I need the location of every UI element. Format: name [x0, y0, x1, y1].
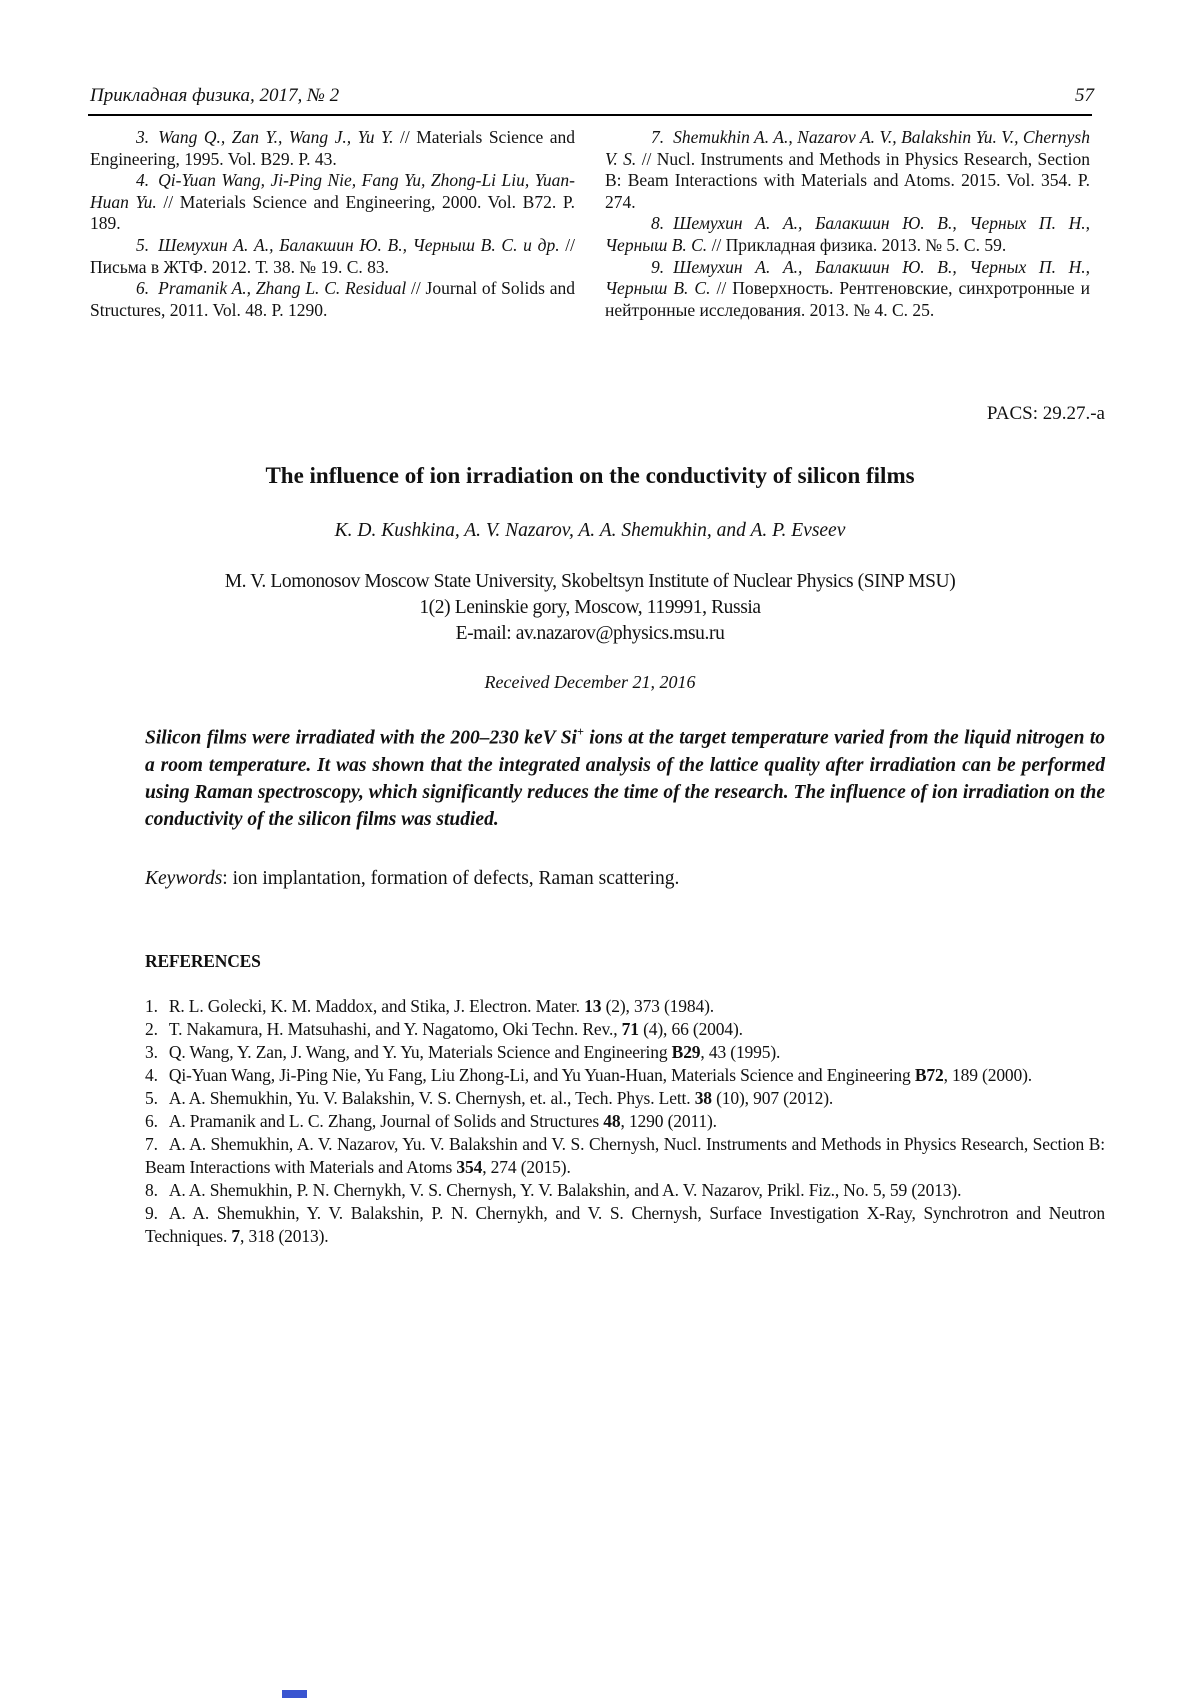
reference-text-tail: (10), 907 (2012). [711, 1087, 834, 1108]
pacs-code: PACS: 29.27.-a [986, 403, 1105, 425]
reference-list-item-1 [145, 995, 1105, 1018]
reference-source: // Прикладная физика. 2013. № 5. С. 59. [711, 234, 1007, 255]
top-references-right-column [605, 127, 1090, 321]
reference-volume: 354 [456, 1156, 483, 1177]
reference-item-5 [90, 235, 575, 278]
reference-list-item-9 [145, 1202, 1105, 1248]
abstract-part-1: Silicon films were irradiated with the 200–230 keV Si [145, 727, 577, 749]
reference-list-item-7 [145, 1133, 1105, 1179]
reference-number: 2. [145, 1018, 158, 1039]
reference-number: 7. [651, 127, 665, 147]
reference-authors: Шемухин А. А., Балакшин Ю. В., Черных П. Н., Черныш В. С. [605, 256, 1090, 299]
reference-item-4 [90, 170, 575, 235]
reference-text-tail: , 189 (2000). [943, 1064, 1033, 1085]
reference-number: 5. [145, 1087, 158, 1108]
abstract-part-2: ions at the target temperature varied from the liquid nitrogen to a room temperature. It was shown that the integrated analysis of the lattice quality after irradiation can be performed using Raman spectroscopy, which significantly reduces the time of the research. The influence of ion irradiation on the conductivity of the silicon films was studied. [145, 727, 1105, 830]
reference-number: 9. [145, 1202, 158, 1223]
reference-authors: Qi-Yuan Wang, Ji-Ping Nie, Fang Yu, Zhong-Li Liu, Yuan-Huan Yu. [90, 170, 575, 212]
reference-number: 8. [651, 213, 665, 234]
reference-number: 8. [145, 1179, 158, 1200]
reference-number: 6. [145, 1110, 158, 1131]
reference-authors: Шемухин А. А., Балакшин Ю. В., Черныш В. С. и др. [158, 234, 560, 255]
reference-list-item-6 [145, 1110, 1105, 1133]
page-number: 57 [1075, 85, 1094, 106]
reference-item-6 [90, 278, 575, 321]
reference-authors: Shemukhin A. A., Nazarov A. V., Balakshin Yu. V., Chernysh V. S. [605, 127, 1090, 169]
reference-text-tail: , 318 (2013). [240, 1225, 329, 1246]
reference-volume: 48 [603, 1110, 621, 1131]
reference-number: 3. [136, 127, 150, 147]
reference-item-7 [605, 127, 1090, 213]
references-heading: REFERENCES [145, 950, 261, 971]
reference-list-item-5 [145, 1087, 1105, 1110]
reference-number: 3. [145, 1041, 158, 1062]
article-authors: K. D. Kushkina, A. V. Nazarov, A. A. Shemukhin, and A. P. Evseev [334, 520, 846, 542]
abstract-text [145, 719, 1105, 833]
reference-text: R. L. Golecki, K. M. Maddox, and Stika, J. Electron. Mater. [168, 995, 585, 1016]
reference-source: // Поверхность. Рентгеновские, синхротронные и нейтронные исследования. 2013. № 4. С. 25. [605, 278, 1091, 320]
reference-text: A. A. Shemukhin, P. N. Chernykh, V. S. Chernysh, Y. V. Balakshin, and A. V. Nazarov, Prikl. Fiz., No. 5, 59 (2013). [168, 1179, 962, 1200]
reference-list-item-3 [145, 1041, 1105, 1064]
reference-volume: 7 [231, 1225, 241, 1246]
top-references [90, 127, 1090, 321]
reference-volume: B29 [671, 1041, 701, 1062]
reference-item-9 [605, 257, 1090, 322]
reference-list-item-2 [145, 1018, 1105, 1041]
reference-source: // Materials Science and Engineering, 2000. Vol. B72. P. 189. [90, 191, 576, 234]
reference-list-item-8 [145, 1179, 1105, 1202]
reference-text: Q. Wang, Y. Zan, J. Wang, and Y. Yu, Materials Science and Engineering [168, 1041, 672, 1062]
reference-text-tail: , 1290 (2011). [620, 1110, 717, 1131]
reference-source: // Nucl. Instruments and Methods in Physics Research, Section B: Beam Interactions with Materials and Atoms. 2015. Vol. 354. P. 274. [605, 148, 1091, 212]
scan-artifact-mark [282, 1690, 307, 1698]
reference-text: A. A. Shemukhin, Y. V. Balakshin, P. N. Chernykh, and V. S. Chernysh, Surface Investigation X-Ray, Synchrotron and Neutron Techniques. [145, 1202, 1105, 1246]
reference-number: 4. [136, 170, 150, 191]
keywords-line [145, 867, 1105, 891]
keywords-label: Keywords [145, 867, 223, 889]
reference-text: Qi-Yuan Wang, Ji-Ping Nie, Yu Fang, Liu Zhong-Li, and Yu Yuan-Huan, Materials Science and Engineering [168, 1064, 915, 1085]
reference-authors: Шемухин А. А., Балакшин Ю. В., Черных П. Н., Черныш В. С. [605, 213, 1090, 255]
article-title: The influence of ion irradiation on the conductivity of silicon films [265, 463, 915, 489]
superscript-plus: + [576, 725, 584, 740]
reference-text: A. A. Shemukhin, A. V. Nazarov, Yu. V. Balakshin and V. S. Chernysh, Nucl. Instruments and Methods in Physics Research, Section B: Beam Interactions with Materials and Atoms [145, 1133, 1105, 1177]
reference-source: // Journal of Solids and Structures, 2011. Vol. 48. P. 1290. [90, 278, 575, 320]
running-header [90, 84, 1094, 107]
reference-list-item-4 [145, 1064, 1105, 1087]
reference-authors: Pramanik A., Zhang L. C. Residual [158, 278, 407, 299]
affiliation-address: 1(2) Leninskie gory, Moscow, 119991, Russia [419, 597, 761, 619]
reference-number: 6. [136, 278, 150, 299]
reference-item-3 [90, 127, 575, 170]
reference-item-8 [605, 213, 1090, 256]
affiliation-email: E-mail: av.nazarov@physics.msu.ru [455, 623, 725, 645]
reference-number: 1. [145, 995, 158, 1016]
references-list [145, 995, 1105, 1248]
received-date: Received December 21, 2016 [484, 672, 696, 693]
affiliation-institution: M. V. Lomonosov Moscow State University, Skobeltsyn Institute of Nuclear Physics (SINP MSU) [224, 571, 956, 593]
reference-text-tail: , 43 (1995). [700, 1041, 781, 1062]
reference-volume: B72 [914, 1064, 944, 1085]
reference-text-tail: (2), 373 (1984). [601, 995, 714, 1016]
keywords-text: : ion implantation, formation of defects, Raman scattering. [222, 867, 680, 889]
affiliation-block [90, 569, 1090, 647]
reference-volume: 13 [584, 995, 602, 1016]
reference-number: 5. [136, 234, 150, 255]
reference-source: // Materials Science and Engineering, 1995. Vol. B29. P. 43. [90, 127, 576, 169]
reference-text: A. Pramanik and L. C. Zhang, Journal of Solids and Structures [168, 1110, 604, 1131]
reference-text-tail: , 274 (2015). [482, 1156, 571, 1177]
reference-text-tail: (4), 66 (2004). [638, 1018, 743, 1039]
reference-source: // Письма в ЖТФ. 2012. Т. 38. № 19. С. 83. [90, 234, 576, 277]
reference-authors: Wang Q., Zan Y., Wang J., Yu Y. [158, 127, 394, 147]
top-references-left-column [90, 127, 575, 321]
reference-volume: 38 [694, 1087, 712, 1108]
reference-volume: 71 [621, 1018, 639, 1039]
reference-text: A. A. Shemukhin, Yu. V. Balakshin, V. S. Chernysh, et. al., Tech. Phys. Lett. [168, 1087, 695, 1108]
header-rule [88, 114, 1092, 116]
reference-text: T. Nakamura, H. Matsuhashi, and Y. Nagatomo, Oki Techn. Rev., [168, 1018, 622, 1039]
reference-number: 7. [145, 1133, 158, 1154]
reference-number: 4. [145, 1064, 158, 1085]
reference-number: 9. [651, 256, 665, 277]
journal-header-title: Прикладная физика, 2017, № 2 [90, 85, 340, 106]
